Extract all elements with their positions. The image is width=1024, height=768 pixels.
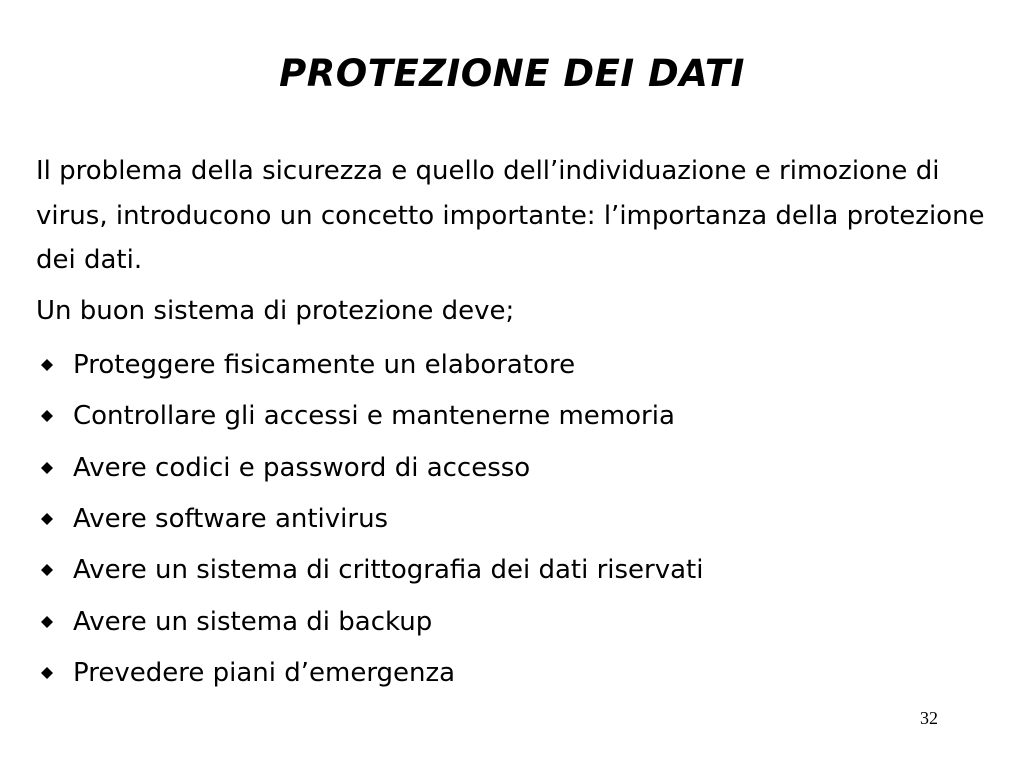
diamond-bullet-icon xyxy=(41,410,53,422)
intro-paragraph: Il problema della sicurezza e quello dell’individuazione e rimozione di virus, introducono un concetto importante: l’importanza della protezione dei dati. xyxy=(36,156,985,275)
list-item-text: Avere software antivirus xyxy=(73,504,389,535)
list-item xyxy=(36,545,996,596)
list-item-text: Proteggere fisicamente un elaboratore xyxy=(73,350,576,381)
list-item xyxy=(36,391,996,442)
list-item-text: Avere un sistema di backup xyxy=(73,606,433,637)
list-item xyxy=(36,493,996,544)
diamond-bullet-icon xyxy=(41,667,53,679)
diamond-bullet-icon xyxy=(41,564,53,576)
requirements-list xyxy=(36,340,996,699)
list-item-text: Prevedere piani d’emergenza xyxy=(73,657,456,688)
page-number: 32 xyxy=(920,708,938,728)
diamond-bullet-icon xyxy=(41,462,53,474)
diamond-bullet-icon xyxy=(41,513,53,525)
list-item xyxy=(36,442,996,493)
list-item xyxy=(36,647,996,698)
diamond-bullet-icon xyxy=(41,359,53,371)
list-item xyxy=(36,596,996,647)
list-item xyxy=(36,340,996,391)
slide-title: PROTEZIONE DEI DATI xyxy=(279,52,745,95)
list-item-text: Controllare gli accessi e mantenerne memoria xyxy=(73,401,675,432)
slide-body xyxy=(36,149,996,699)
diamond-bullet-icon xyxy=(41,616,53,628)
list-item-text: Avere un sistema di crittografia dei dati riservati xyxy=(73,555,704,586)
list-item-text: Avere codici e password di accesso xyxy=(73,452,531,483)
lead-paragraph: Un buon sistema di protezione deve; xyxy=(36,295,515,326)
